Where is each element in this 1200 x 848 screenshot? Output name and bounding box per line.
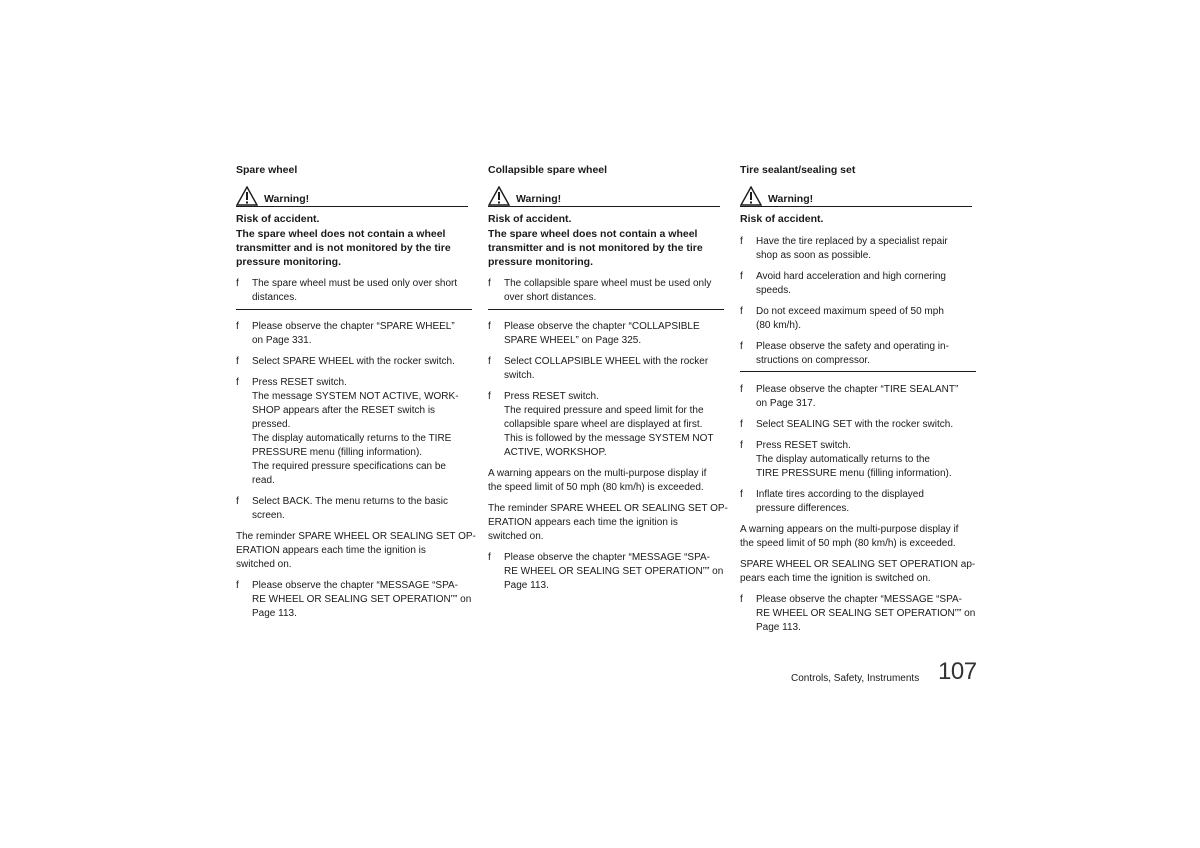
bullet-marker: f bbox=[488, 552, 491, 563]
text-line: screen. bbox=[252, 510, 285, 521]
footer-section-title: Controls, Safety, Instruments bbox=[791, 673, 920, 684]
text-line: PRESSURE menu (filling information). bbox=[252, 447, 423, 458]
text-line: over short distances. bbox=[504, 292, 597, 303]
text-line: Page 113. bbox=[252, 608, 297, 619]
body-paragraph bbox=[488, 502, 726, 544]
text-line: on Page 317. bbox=[756, 398, 816, 409]
text-line: A warning appears on the multi-purpose display if bbox=[740, 524, 959, 535]
text-line: Select SPARE WHEEL with the rocker switch. bbox=[252, 356, 455, 367]
bullet-marker: f bbox=[740, 440, 743, 451]
body-paragraph bbox=[236, 530, 474, 572]
text-line: Please observe the chapter “TIRE SEALANT” bbox=[756, 384, 959, 395]
bullet-item bbox=[236, 355, 474, 369]
text-line: The display automatically returns to the bbox=[756, 454, 930, 465]
text-line: The message SYSTEM NOT ACTIVE, WORK- bbox=[252, 391, 459, 402]
warning-risk: Risk of accident. bbox=[740, 213, 824, 225]
text-line: ACTIVE, WORKSHOP. bbox=[504, 447, 607, 458]
text-line: Please observe the safety and operating in- bbox=[756, 341, 949, 352]
text-line: (80 km/h). bbox=[756, 320, 802, 331]
text-line: The spare wheel must be used only over short bbox=[252, 278, 458, 289]
bullet-marker: f bbox=[740, 341, 743, 352]
text-line: the speed limit of 50 mph (80 km/h) is exceeded. bbox=[488, 482, 704, 493]
bullet-item bbox=[236, 579, 474, 621]
bullet-item bbox=[740, 593, 978, 635]
text-line: Please observe the chapter “MESSAGE “SPA- bbox=[504, 552, 711, 563]
bullet-marker: f bbox=[488, 278, 491, 289]
bullet-item bbox=[236, 277, 474, 305]
bullet-marker: f bbox=[488, 391, 491, 402]
text-line: shop as soon as possible. bbox=[756, 250, 872, 261]
text-line: SHOP appears after the RESET switch is bbox=[252, 405, 436, 416]
text-line: The collapsible spare wheel must be used only bbox=[504, 278, 712, 289]
text-line: Press RESET switch. bbox=[756, 440, 851, 451]
warning-label: Warning! bbox=[264, 193, 310, 205]
bullet-marker: f bbox=[236, 496, 239, 507]
text-line: ERATION appears each time the ignition is bbox=[488, 517, 678, 528]
text-line: collapsible spare wheel are displayed at first. bbox=[504, 419, 703, 430]
page-number: 107 bbox=[938, 658, 977, 685]
bullet-marker: f bbox=[488, 356, 491, 367]
warning-detail: The spare wheel does not contain a wheel transmitter and is not monitored by the tire pressure monitoring. bbox=[236, 228, 451, 269]
bullet-item bbox=[740, 488, 978, 516]
bullet-item bbox=[740, 340, 978, 368]
warning-risk: Risk of accident. bbox=[488, 213, 572, 225]
body-paragraph bbox=[488, 467, 726, 495]
bullet-marker: f bbox=[740, 384, 743, 395]
text-line: Page 113. bbox=[504, 580, 549, 591]
text-line: pears each time the ignition is switched on. bbox=[740, 573, 931, 584]
text-line: the speed limit of 50 mph (80 km/h) is exceeded. bbox=[740, 538, 956, 549]
text-line: read. bbox=[252, 475, 275, 486]
warning-header bbox=[740, 186, 972, 207]
bullet-item bbox=[740, 235, 978, 263]
body-paragraph bbox=[740, 523, 978, 551]
bullet-item bbox=[236, 320, 474, 348]
bullet-item bbox=[488, 551, 726, 593]
text-line: Press RESET switch. bbox=[252, 377, 347, 388]
text-line: on Page 331. bbox=[252, 335, 312, 346]
text-line: The reminder SPARE WHEEL OR SEALING SET OP- bbox=[488, 503, 728, 514]
text-line: The reminder SPARE WHEEL OR SEALING SET OP- bbox=[236, 531, 476, 542]
warning-detail: The spare wheel does not contain a wheel transmitter and is not monitored by the tire pressure monitoring. bbox=[488, 228, 703, 269]
instruction-steps bbox=[740, 383, 978, 635]
bullet-marker: f bbox=[740, 419, 743, 430]
warning-triangle-icon bbox=[488, 186, 510, 206]
bullet-marker: f bbox=[740, 489, 743, 500]
text-line: A warning appears on the multi-purpose display if bbox=[488, 468, 707, 479]
bullet-item bbox=[488, 390, 726, 460]
bullet-item bbox=[236, 376, 474, 488]
bullet-item bbox=[740, 383, 978, 411]
text-line: Do not exceed maximum speed of 50 mph bbox=[756, 306, 944, 317]
warning-bullets bbox=[488, 277, 726, 305]
warning-end-rule bbox=[488, 309, 724, 310]
text-line: Please observe the chapter “MESSAGE “SPA- bbox=[252, 580, 459, 591]
instruction-steps bbox=[488, 320, 726, 593]
text-line: SPARE WHEEL” on Page 325. bbox=[504, 335, 642, 346]
warning-label: Warning! bbox=[516, 193, 562, 205]
bullet-marker: f bbox=[740, 306, 743, 317]
text-line: RE WHEEL OR SEALING SET OPERATION”” on bbox=[504, 566, 724, 577]
section-heading: Collapsible spare wheel bbox=[488, 164, 608, 176]
text-line: Please observe the chapter “COLLAPSIBLE bbox=[504, 321, 700, 332]
text-line: switch. bbox=[504, 370, 535, 381]
text-line: SPARE WHEEL OR SEALING SET OPERATION ap- bbox=[740, 559, 976, 570]
text-line: Press RESET switch. bbox=[504, 391, 599, 402]
text-line: Inflate tires according to the displayed bbox=[756, 489, 924, 500]
text-line: distances. bbox=[252, 292, 298, 303]
text-line: Please observe the chapter “MESSAGE “SPA- bbox=[756, 594, 963, 605]
text-line: This is followed by the message SYSTEM NOT bbox=[504, 433, 714, 444]
bullet-item bbox=[488, 277, 726, 305]
text-line: structions on compressor. bbox=[756, 355, 870, 366]
warning-bullets bbox=[740, 235, 978, 368]
bullet-marker: f bbox=[236, 580, 239, 591]
warning-triangle-icon bbox=[740, 186, 762, 206]
bullet-marker: f bbox=[488, 321, 491, 332]
text-line: The required pressure and speed limit for the bbox=[504, 405, 704, 416]
warning-bullets bbox=[236, 277, 474, 305]
text-line: Avoid hard acceleration and high cornering bbox=[756, 271, 946, 282]
bullet-marker: f bbox=[236, 278, 239, 289]
text-line: Select BACK. The menu returns to the basic bbox=[252, 496, 449, 507]
bullet-item bbox=[740, 270, 978, 298]
bullet-item bbox=[740, 305, 978, 333]
section-heading: Spare wheel bbox=[236, 164, 298, 176]
text-line: pressure differences. bbox=[756, 503, 850, 514]
bullet-marker: f bbox=[740, 594, 743, 605]
bullet-item bbox=[488, 355, 726, 383]
bullet-marker: f bbox=[740, 271, 743, 282]
bullet-marker: f bbox=[236, 377, 239, 388]
text-line: Have the tire replaced by a specialist repair bbox=[756, 236, 948, 247]
bullet-item bbox=[236, 495, 474, 523]
text-line: speeds. bbox=[756, 285, 792, 296]
bullet-item bbox=[740, 439, 978, 481]
text-line: switched on. bbox=[488, 531, 544, 542]
text-line: pressed. bbox=[252, 419, 291, 430]
bullet-item bbox=[488, 320, 726, 348]
bullet-item bbox=[740, 418, 978, 432]
text-line: switched on. bbox=[236, 559, 292, 570]
text-line: TIRE PRESSURE menu (filling information). bbox=[756, 468, 952, 479]
warning-triangle-icon bbox=[236, 186, 258, 206]
bullet-marker: f bbox=[236, 356, 239, 367]
body-paragraph bbox=[740, 558, 978, 586]
warning-end-rule bbox=[740, 371, 976, 372]
text-line: ERATION appears each time the ignition is bbox=[236, 545, 426, 556]
section-heading: Tire sealant/sealing set bbox=[740, 164, 856, 176]
text-line: Select COLLAPSIBLE WHEEL with the rocker bbox=[504, 356, 709, 367]
warning-risk: Risk of accident. bbox=[236, 213, 320, 225]
text-line: The display automatically returns to the TIRE bbox=[252, 433, 452, 444]
instruction-steps bbox=[236, 320, 474, 621]
text-line: RE WHEEL OR SEALING SET OPERATION”” on bbox=[252, 594, 472, 605]
text-line: RE WHEEL OR SEALING SET OPERATION”” on bbox=[756, 608, 976, 619]
text-line: Please observe the chapter “SPARE WHEEL” bbox=[252, 321, 455, 332]
text-line: The required pressure specifications can be bbox=[252, 461, 446, 472]
text-line: Select SEALING SET with the rocker switch. bbox=[756, 419, 954, 430]
text-line: Page 113. bbox=[756, 622, 801, 633]
bullet-marker: f bbox=[740, 236, 743, 247]
warning-header bbox=[488, 186, 720, 207]
warning-label: Warning! bbox=[768, 193, 814, 205]
warning-end-rule bbox=[236, 309, 472, 310]
warning-header bbox=[236, 186, 468, 207]
bullet-marker: f bbox=[236, 321, 239, 332]
